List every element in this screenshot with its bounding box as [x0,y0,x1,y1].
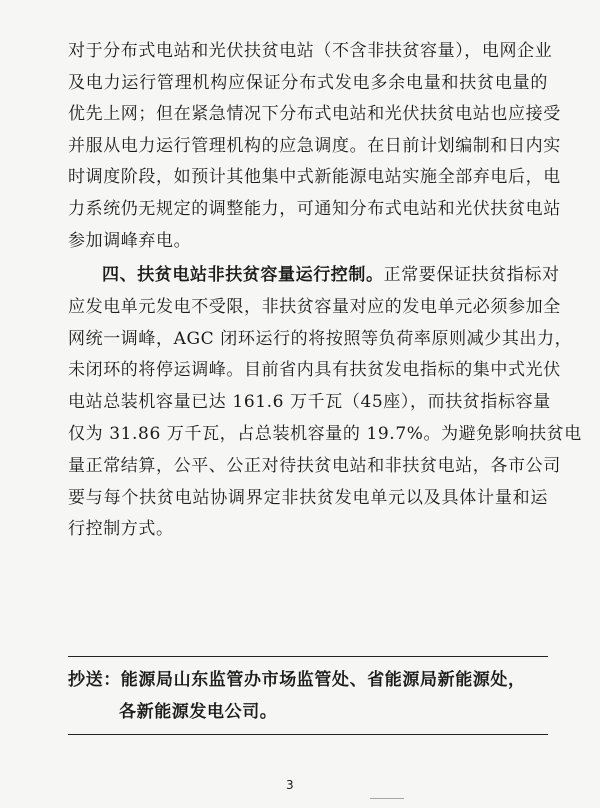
section-4-line: 量正常结算，公平、公正对待扶贫电站和非扶贫电站，各市公司 [68,455,561,476]
paragraph-1-line: 并服从电力运行管理机构的应急调度。在日前计划编制和日内实 [68,135,561,156]
section-4-first-line [68,260,560,292]
section-4-line: 未闭环的将停运调峰。目前省内具有扶贫发电指标的集中式光伏 [68,360,561,381]
paragraph-1-line: 参加调峰弃电。 [68,230,192,251]
section-4-line: 网统一调峰，AGC 闭环运行的将按照等负荷率原则减少其出力， [68,328,573,349]
section-4-line: 仅为 31.86 万千瓦，占总装机容量的 19.7%。为避免影响扶贫电 [68,423,582,444]
paragraph-1-line: 优先上网；但在紧急情况下分布式电站和光伏扶贫电站也应接受 [68,104,561,125]
section-4-paragraph [68,260,582,546]
paragraph-1-line: 及电力运行管理机构应保证分布式发电多余电量和扶贫电量的 [68,72,548,93]
paragraph-1-line: 对于分布式电站和光伏扶贫电站（不含非扶贫容量），电网企业 [68,41,553,61]
cc-line-2: 各新能源发电公司。 [119,702,278,722]
section-4-line: 要与每个扶贫电站协调界定非扶贫发电单元以及具体计量和运 [68,487,548,508]
cc-block [68,664,548,728]
paragraph-1 [68,36,561,257]
section-4-heading: 四、扶贫电站非扶贫容量运行控制。 [102,265,384,285]
section-4-first-line-text: 正常要保证扶贫指标对 [383,265,560,285]
cc-bottom-divider [68,734,548,735]
section-4-line: 应发电单元发电不受限，非扶贫容量对应的发电单元必须参加全 [68,296,561,317]
page-number: 3 [286,778,294,792]
paragraph-1-line: 力系统仍无规定的调整能力，可通知分布式电站和光伏扶贫电站 [68,198,561,219]
section-4-line: 电站总装机容量已达 161.6 万千瓦（45座），而扶贫指标容量 [68,392,551,413]
section-4-line: 行控制方式。 [68,519,174,540]
cc-top-divider [68,656,548,657]
paragraph-1-line: 时调度阶段，如预计其他集中式新能源电站实施全部弃电后，电 [68,167,561,188]
cc-line-1: 抄送：能源局山东监管办市场监管处、省能源局新能源处， [68,670,526,690]
